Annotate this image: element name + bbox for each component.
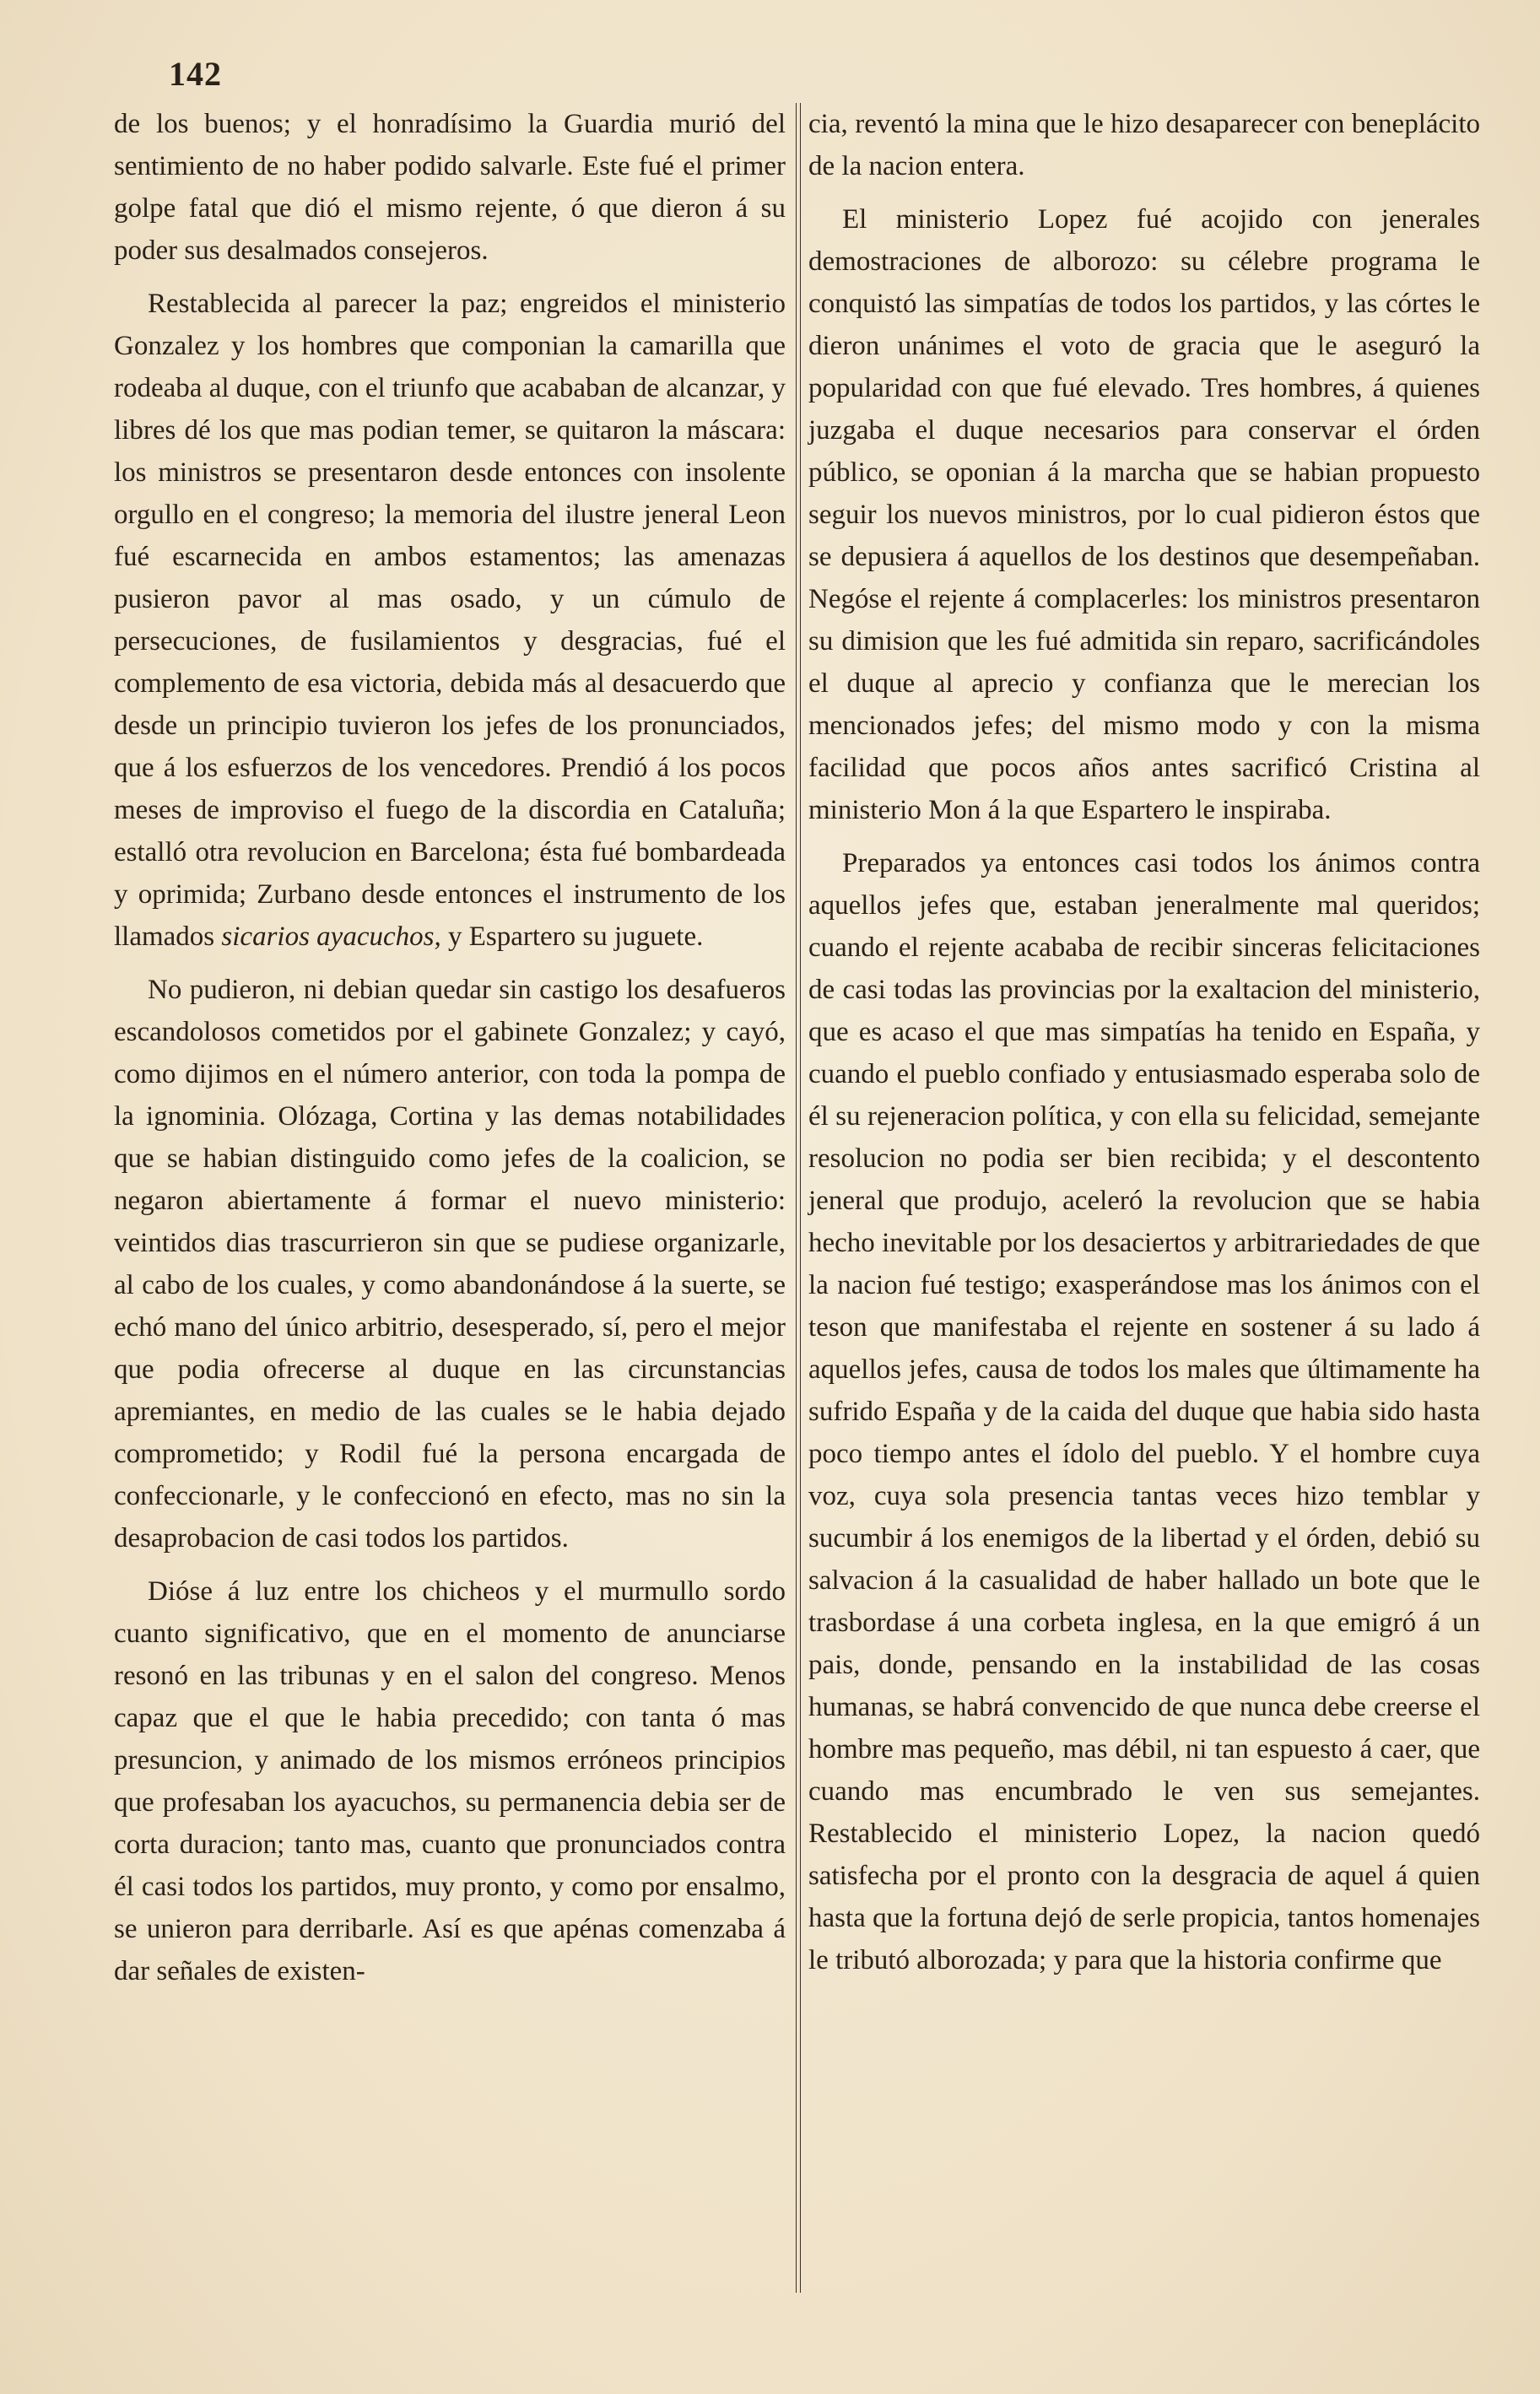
paragraph-text-end: y Espartero su juguete. [447,921,704,952]
paragraph: El ministerio Lopez fué acojido con jenerales demostraciones de alborozo: su célebre programa le conquistó las simpatías de todos los partidos, y las córtes le dieron unánimes el voto de gracia que le aseguró la popularidad con que fué elevado. Tres hombres, á quienes juzgaba el duque necesarios para conservar el órden público, se oponian á la marcha que se habian propuesto seguir los nuevos ministros, por lo cual pidieron éstos que se depusiera á aquellos de los destinos que desempeñaban. Negóse el rejente á complacerles: los ministros presentaron su dimision que les fué admitida sin reparo, sacrificándoles el duque al aprecio y confianza que le merecian los mencionados jefes; del mismo modo y con la misma facilidad que pocos años antes sacrificó Cristina al ministerio Mon á la que Espartero le inspiraba. [808,204,1480,825]
paragraph: Preparados ya entonces casi todos los ánimos contra aquellos jefes que, estaban jeneralmente mal queridos; cuando el rejente acababa de recibir sinceras felicitaciones de casi todas las provincias por la exaltacion del ministerio, que es acaso el que mas simpatías ha tenido en España, y cuando el pueblo confiado y entusiasmado esperaba solo de él su rejeneracion política, y con ella su felicidad, semejante resolucion no podia ser bien recibida; y el descontento jeneral que produjo, aceleró la revolucion que se habia hecho inevitable por los desaciertos y arbitrariedades de que la nacion fué testigo; exasperándose mas los ánimos con el teson que manifestaba el rejente en sostener á su lado á aquellos jefes, causa de todos los males que últimamente ha sufrido España y de la caida del duque que habia sido hasta poco tiempo antes el ídolo del pueblo. Y el hombre cuya voz, cuya sola presencia tantas veces hizo temblar y sucumbir á los enemigos de la libertad y el órden, debió su salvacion á la casualidad de haber hallado un bote que le trasbordase á una corbeta inglesa, en la que emigró á un pais, donde, pensando en la instabilidad de las cosas humanas, se habrá convencido de que nunca debe creerse el hombre mas pequeño, mas débil, ni tan espuesto á caer, que cuando mas encumbrado le ven sus semejantes. Restablecido el ministerio Lopez, la nacion quedó satisfecha por el pronto con la desgracia de aquel á quien hasta que la fortuna dejó de serle propicia, tantos homenajes le tributó alborozada; y para que la historia confirme que [808,848,1480,1975]
column-divider [796,103,801,2293]
paragraph-text: Restablecida al parecer la paz; engreidos el ministerio Gonzalez y los hombres que componian la camarilla que rodeaba al duque, con el triunfo que acababan de alcanzar, y libres dé los que mas podian temer, se quitaron la máscara: los ministros se presentaron desde entonces con insolente orgullo en el congreso; la memoria del ilustre jeneral Leon fué escarnecida en ambos estamentos; las amenazas pusieron pavor al mas osado, y un cúmulo de persecuciones, de fusilamientos y desgracias, fué el complemento de esa victoria, debida más al desacuerdo que desde un principio tuvieron los jefes de los pronunciados, que á los esfuerzos de los vencedores. Prendió á los pocos meses de improviso el fuego de la discordia en Cataluña; estalló otra revolucion en Barcelona; ésta fué bombardeada y oprimida; Zurbano desde entonces el instrumento de los llamados [114,289,786,952]
left-column [114,103,786,2003]
paragraph: Dióse á luz entre los chicheos y el murmullo sordo cuanto significativo, que en el momento de anunciarse resonó en las tribunas y en el salon del congreso. Menos capaz que el que le habia precedido; con tanta ó mas presuncion, y animado de los mismos erróneos principios que profesaban los ayacuchos, su permanencia debia ser de corta duracion; tanto mas, cuanto que pronunciados contra él casi todos los partidos, muy pronto, y como por ensalmo, se unieron para derribarle. Así es que apénas comenzaba á dar señales de existen- [114,1576,786,1986]
paragraph: de los buenos; y el honradísimo la Guardia murió del sentimiento de no haber podido salvarle. Este fué el primer golpe fatal que dió el mismo rejente, ó que dieron á su poder sus desalmados consejeros. [114,109,786,266]
right-column [808,103,1480,1992]
paragraph: No pudieron, ni debian quedar sin castigo los desafueros escandolosos cometidos por el gabinete Gonzalez; y cayó, como dijimos en el número anterior, con toda la pompa de la ignominia. Olózaga, Cortina y las demas notabilidades que se habian distinguido como jefes de la coalicion, se negaron abiertamente á formar el nuevo ministerio: veintidos dias trascurrieron sin que se pudiese organizarle, al cabo de los cuales, y como abandonándose á la suerte, se echó mano del único arbitrio, desesperado, sí, pero el mejor que podia ofrecerse al duque en las circunstancias apremiantes, en medio de las cuales se le habia dejado comprometido; y Rodil fué la persona encargada de confeccionarle, y le confeccionó en efecto, mas no sin la desaprobacion de casi todos los partidos. [114,975,786,1554]
italic-phrase: sicarios ayacuchos, [221,921,441,952]
paragraph: cia, reventó la mina que le hizo desaparecer con beneplácito de la nacion entera. [808,109,1480,181]
paragraph [114,283,786,958]
page-number: 142 [169,55,222,93]
